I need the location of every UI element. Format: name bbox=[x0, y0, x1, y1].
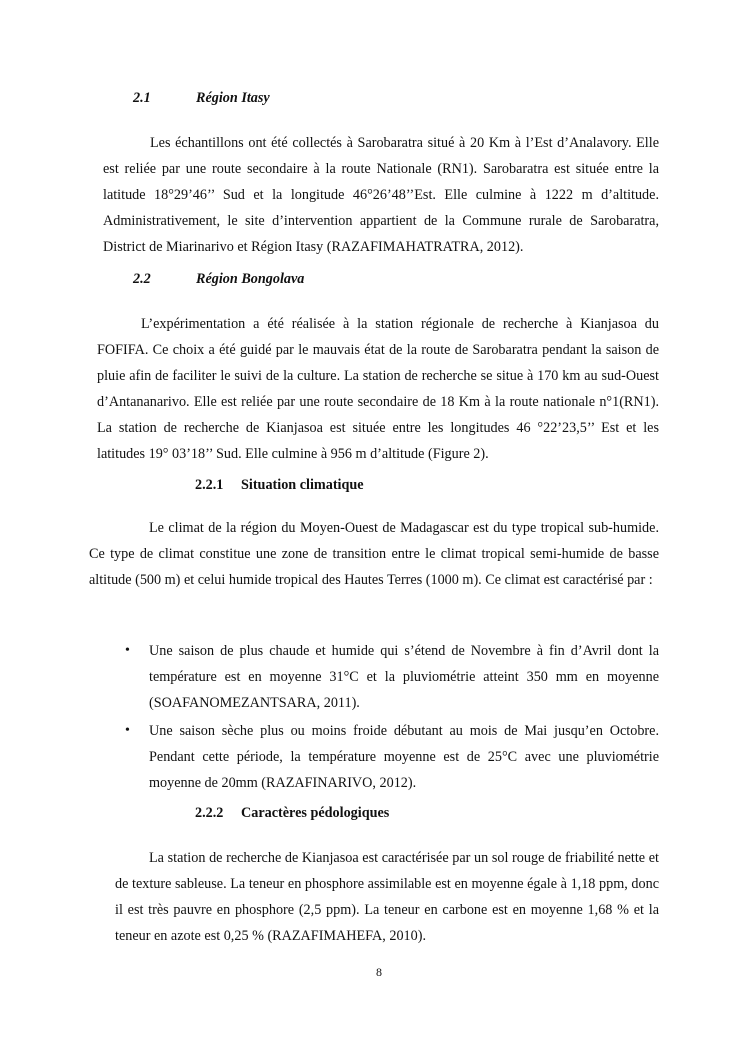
paragraph-itasy-text: Les échantillons ont été collectés à Sarobaratra situé à 20 Km à l’Est d’Analavory. Elle est reliée par une route secondaire à la route Nationale (RN1). Sarobaratra est située entre la latitude 18°29’46’’ Sud et la longitude 46°26’48’’Est. Elle culmine à 1222 m d’altitude. Administrativement, le site d’intervention appartient de la Commune rurale de Sarobaratra, District de Miarinarivo et Région Itasy (RAZAFIMAHATRATRA, 2012). bbox=[103, 135, 659, 255]
heading-2-1 bbox=[133, 90, 270, 107]
heading-2-2-2 bbox=[195, 805, 390, 822]
list-item: • Une saison sèche plus ou moins froide débutant au mois de Mai jusqu’en Octobre. Pendant cette période, la température moyenne est de 25°C avec une pluviométrie moyenne de 20mm (RAZAFINARIVO, 2012). bbox=[149, 718, 659, 796]
heading-2-2-title: Région Bongolava bbox=[196, 271, 305, 287]
heading-2-1-title: Région Itasy bbox=[196, 90, 270, 106]
paragraph-itasy bbox=[103, 130, 659, 260]
paragraph-climat bbox=[89, 515, 659, 593]
list-item: • Une saison de plus chaude et humide qui s’étend de Novembre à fin d’Avril dont la température est en moyenne 31°C et la pluviométrie atteint 350 mm en moyenne (SOAFANOMEZANTSARA, 2011). bbox=[149, 638, 659, 716]
climate-season-list bbox=[149, 638, 659, 796]
heading-2-2-1-number: 2.2.1 bbox=[195, 477, 224, 493]
paragraph-bongolava-text: L’expérimentation a été réalisée à la station régionale de recherche à Kianjasoa du FOFIFA. Ce choix a été guidé par le mauvais état de la route de Sarobaratra pendant la saison de pluie afin de faciliter le suivi de la culture. La station de recherche se situe à 170 km au sud-Ouest d’Antananarivo. Elle est reliée par une route secondaire de 18 Km à la route nationale n°1(RN1). La station de recherche de Kianjasoa est située entre les longitudes 46 °22’23,5’’ Est et les latitudes 19° 03’18’’ Sud. Elle culmine à 956 m d’altitude (Figure 2). bbox=[97, 316, 659, 462]
heading-2-2-number: 2.2 bbox=[133, 271, 151, 287]
heading-2-1-number: 2.1 bbox=[133, 90, 151, 106]
paragraph-bongolava bbox=[97, 311, 659, 467]
heading-2-2-2-title: Caractères pédologiques bbox=[241, 805, 390, 821]
paragraph-pedologie bbox=[115, 845, 659, 949]
heading-2-2-1 bbox=[195, 477, 364, 494]
heading-2-2 bbox=[133, 271, 305, 288]
paragraph-pedologie-text: La station de recherche de Kianjasoa est caractérisée par un sol rouge de friabilité nette et de texture sableuse. La teneur en phosphore assimilable est en moyenne égale à 1,18 ppm, donc il est très pauvre en phosphore (2,5 ppm). La teneur en carbone est en moyenne 1,68 % et la teneur en azote est 0,25 % (RAZAFIMAHEFA, 2010). bbox=[115, 850, 659, 944]
heading-2-2-1-title: Situation climatique bbox=[241, 477, 364, 493]
page-number: 8 bbox=[376, 965, 382, 979]
paragraph-climat-text: Le climat de la région du Moyen-Ouest de Madagascar est du type tropical sub-humide. Ce type de climat constitue une zone de transition entre le climat tropical semi-humide de basse altitude (500 m) et celui humide tropical des Hautes Terres (1000 m). Ce climat est caractérisé par : bbox=[89, 520, 659, 588]
heading-2-2-2-number: 2.2.2 bbox=[195, 805, 224, 821]
